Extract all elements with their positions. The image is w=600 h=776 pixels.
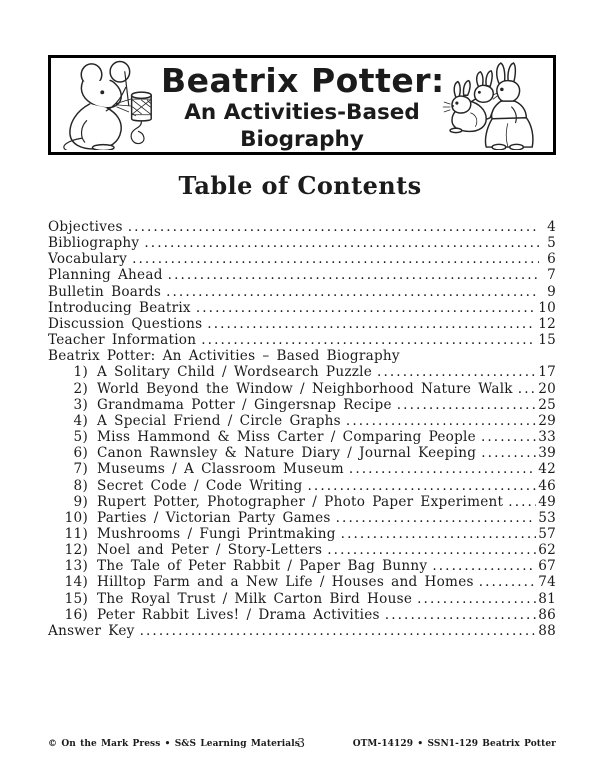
toc-dot-leader: [346, 413, 536, 429]
toc-entry-page-number: 53: [538, 509, 556, 526]
toc-row: [48, 542, 556, 558]
toc-row: [48, 494, 556, 510]
toc-entry-label: Bibliography: [48, 235, 140, 252]
toc-entry-page-number: 86: [538, 606, 556, 623]
toc-entry-page-number: 88: [538, 622, 556, 639]
toc-entry-page-number: 29: [538, 412, 556, 429]
toc-entry-page-number: 67: [538, 558, 556, 575]
toc-entry-page-number: 57: [538, 525, 556, 542]
toc-row: [48, 558, 556, 574]
toc-entry-number: 11): [64, 525, 88, 542]
toc-dot-leader: [481, 429, 536, 445]
toc-dot-leader: [481, 445, 536, 461]
toc-row: [48, 526, 556, 542]
toc-entry-label: Miss Hammond & Miss Carter / Comparing People: [97, 429, 476, 446]
toc-entry-page-number: 4: [547, 219, 556, 235]
toc-row: [48, 397, 556, 413]
toc-entry-label: Rupert Potter, Photographer / Photo Paper Experiment: [97, 493, 504, 510]
toc-entry-page-number: 33: [538, 429, 556, 446]
book-subtitle-line1: An Activities-Based: [184, 100, 420, 125]
toc-dot-leader: [518, 381, 536, 397]
toc-row: [48, 478, 556, 494]
toc-row: [48, 429, 556, 445]
toc-entry-page-number: 42: [538, 461, 556, 478]
toc-entry-label: Mushrooms / Fungi Printmaking: [97, 525, 336, 542]
toc-row: [48, 623, 556, 639]
toc-entry-label: Teacher Information: [48, 332, 197, 349]
toc-entry-label: Introducing Beatrix: [48, 299, 191, 316]
toc-entry-number: 12): [64, 542, 88, 559]
toc-row: [48, 300, 556, 316]
toc-dot-leader: [397, 397, 536, 413]
toc-entry-label: Parties / Victorian Party Games: [97, 509, 331, 526]
toc-entry-label: Peter Rabbit Lives! / Drama Activities: [97, 606, 380, 623]
toc-dot-leader: [349, 461, 536, 477]
toc-dot-leader: [432, 558, 536, 574]
toc-row: [48, 381, 556, 397]
toc-entry-number: 8): [73, 477, 88, 494]
toc-entry-page-number: 6: [547, 251, 556, 268]
toc-dot-leader: [140, 623, 537, 639]
toc-entry-label: Grandmama Potter / Gingersnap Recipe: [97, 396, 392, 413]
toc-entry-number: 13): [64, 558, 88, 575]
banner-titles: [161, 60, 443, 150]
toc-dot-leader: [166, 284, 539, 300]
toc-entry-page-number: 20: [538, 380, 556, 397]
toc-entry-number: 5): [73, 429, 88, 446]
toc-entry-page-number: 17: [538, 364, 556, 381]
toc-row: [48, 251, 556, 267]
toc-entry-page-number: 46: [538, 477, 556, 494]
toc-entry-label: Museums / A Classroom Museum: [97, 461, 344, 478]
toc-entry-label: A Solitary Child / Wordsearch Puzzle: [97, 364, 373, 381]
title-banner: [48, 55, 556, 155]
toc-entry-label: Answer Key: [48, 622, 135, 639]
toc-list: [48, 219, 556, 639]
rabbit-family-illustration: [440, 62, 552, 150]
copyright-text: © On the Mark Press • S&S Learning Materials: [48, 739, 300, 749]
toc-entry-number: 7): [73, 461, 88, 478]
toc-entry-page-number: 12: [538, 315, 556, 332]
toc-row: [48, 235, 556, 251]
toc-row: [48, 219, 556, 235]
toc-entry-label: Noel and Peter / Story-Letters: [97, 542, 323, 559]
toc-entry-number: 6): [73, 445, 88, 462]
toc-row: [48, 574, 556, 590]
toc-row: [48, 348, 556, 364]
toc-entry-number: 14): [64, 574, 88, 591]
toc-entry-number: 2): [73, 380, 88, 397]
toc-dot-leader: [479, 574, 536, 590]
toc-entry-page-number: 74: [538, 574, 556, 591]
toc-dot-leader: [377, 364, 536, 380]
toc-dot-leader: [508, 494, 536, 510]
toc-dot-leader: [341, 526, 537, 542]
catalog-number-text: OTM-14129 • SSN1-129 Beatrix Potter: [352, 739, 556, 749]
toc-entry-page-number: 15: [538, 332, 556, 349]
toc-entry-page-number: 10: [538, 299, 556, 316]
toc-entry-label: Objectives: [48, 219, 123, 235]
toc-entry-number: 9): [73, 493, 88, 510]
page-footer: [48, 733, 556, 749]
toc-entry-label: A Special Friend / Circle Graphs: [97, 412, 341, 429]
toc-row: [48, 364, 556, 380]
toc-entry-number: 4): [73, 412, 88, 429]
toc-row: [48, 607, 556, 623]
toc-dot-leader: [327, 542, 536, 558]
page-number: 3: [297, 736, 306, 750]
toc-row: [48, 445, 556, 461]
toc-row: [48, 284, 556, 300]
toc-entry-label: The Royal Trust / Milk Carton Bird House: [97, 590, 413, 607]
toc-dot-leader: [201, 332, 536, 348]
toc-entry-label: Planning Ahead: [48, 267, 163, 284]
toc-dot-leader: [417, 591, 536, 607]
toc-row: [48, 591, 556, 607]
toc-entry-label: Hilltop Farm and a New Life / Houses and Homes: [97, 574, 474, 591]
toc-row: [48, 461, 556, 477]
toc-dot-leader: [196, 300, 536, 316]
toc-dot-leader: [132, 251, 539, 267]
toc-dot-leader: [207, 316, 536, 332]
toc-row: [48, 332, 556, 348]
toc-entry-page-number: 81: [538, 590, 556, 607]
page-title: Table of Contents: [178, 171, 422, 200]
toc-dot-leader: [168, 267, 539, 283]
toc-dot-leader: [307, 478, 536, 494]
toc-entry-label: Vocabulary: [48, 251, 128, 268]
toc-dot-leader: [128, 219, 539, 235]
toc-entry-page-number: 9: [547, 283, 556, 300]
toc-entry-page-number: 49: [538, 493, 556, 510]
toc-dot-leader: [144, 235, 539, 251]
book-subtitle-line2: Biography: [240, 126, 364, 152]
toc-entry-page-number: 25: [538, 396, 556, 413]
toc-entry-page-number: 39: [538, 445, 556, 462]
toc-entry-label: Canon Rawnsley & Nature Diary / Journal Keeping: [97, 445, 477, 462]
toc-entry-label: Bulletin Boards: [48, 283, 162, 300]
toc-entry-number: 1): [73, 364, 88, 381]
book-title: Beatrix Potter:: [161, 61, 445, 100]
mouse-threading-spool-illustration: [55, 60, 175, 150]
toc-row: [48, 510, 556, 526]
toc-row: [48, 267, 556, 283]
toc-entry-label: World Beyond the Window / Neighborhood Nature Walk: [97, 380, 513, 397]
toc-row: [48, 316, 556, 332]
toc-dot-leader: [385, 607, 536, 623]
toc-entry-label: The Tale of Peter Rabbit / Paper Bag Bunny: [97, 558, 428, 575]
toc-entry-page-number: 62: [538, 542, 556, 559]
toc-entry-label: Beatrix Potter: An Activities – Based Biography: [48, 348, 400, 365]
toc-entry-label: Discussion Questions: [48, 315, 203, 332]
toc-entry-number: 10): [64, 509, 88, 526]
toc-entry-page-number: 5: [547, 235, 556, 252]
toc-entry-number: 16): [64, 606, 88, 623]
toc-entry-number: 15): [64, 590, 88, 607]
toc-entry-number: 3): [73, 396, 88, 413]
toc-dot-leader: [336, 510, 537, 526]
toc-entry-page-number: 7: [547, 267, 556, 284]
toc-row: [48, 413, 556, 429]
toc-entry-label: Secret Code / Code Writing: [97, 477, 303, 494]
